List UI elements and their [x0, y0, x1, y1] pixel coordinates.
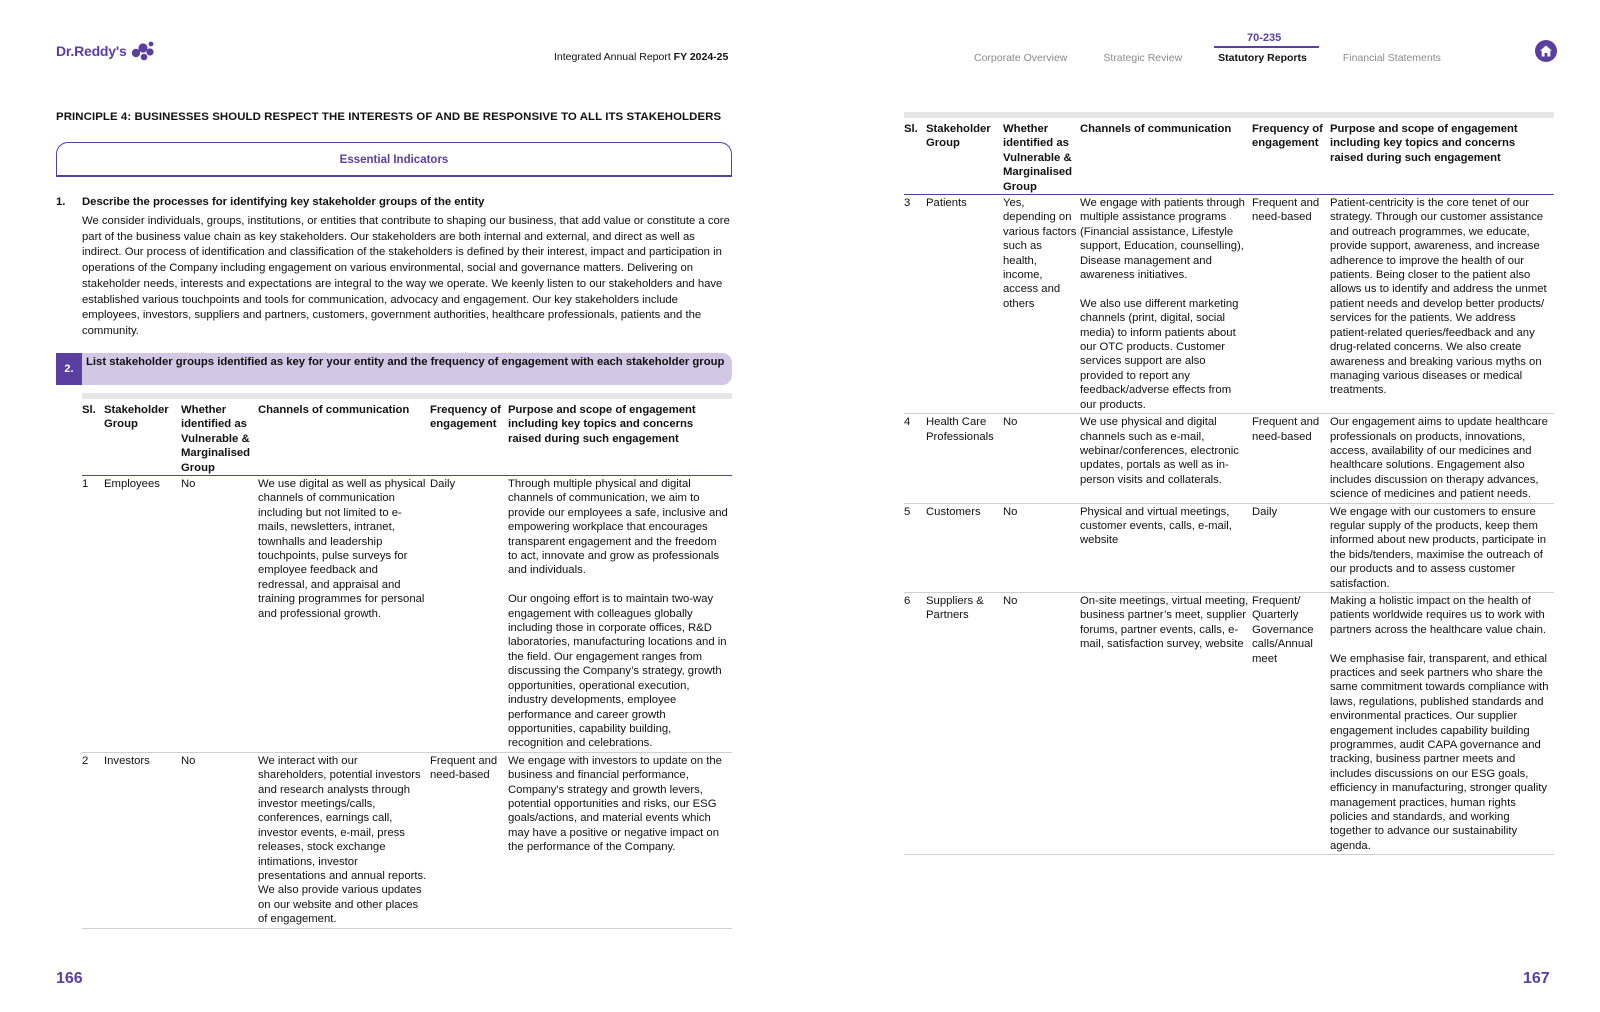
cell-text: We emphasise fair, transparent, and ethical practices and seek partners who share the same commitment towards compliance with laws, regulations, published standards and environmental practices. Our supplier engagement includes capability building programmes, audit CAPA governance and tracking, business partner meets and includes discussions on our ESG goals, efficiency in manufacturing, stronger quality management practices, human rights policies and standards, and working together to advance our sustainability agenda.: [1330, 652, 1549, 852]
col-header-purpose: Purpose and scope of engagement including key topics and concerns raised during such engagement: [508, 399, 732, 476]
stakeholder-table-part-2: [904, 112, 1554, 855]
col-header-group: Stakeholder Group: [926, 118, 1003, 195]
cell-vulnerable: No: [181, 476, 258, 753]
logo-mark-icon: [130, 40, 156, 62]
col-header-vulnerable: Whether identified as Vulnerable & Marginalised Group: [1003, 118, 1080, 195]
cell-text: We also use different marketing channels (print, digital, social media) to inform patients about our OTC products. Customer services support are also provided to report any feedback/adverse effects from our products.: [1080, 297, 1239, 411]
cell-group: Health Care Professionals: [926, 414, 1003, 503]
cell-channels: [1080, 195, 1252, 414]
cell-frequency: Frequent/ Quarterly Governance calls/Annual meet: [1252, 592, 1330, 854]
report-title: [554, 51, 728, 63]
cell-vulnerable: No: [1003, 592, 1080, 854]
cell-sl: 3: [904, 195, 926, 414]
cell-channels: [1080, 503, 1252, 592]
report-title-prefix: Integrated Annual Report: [554, 51, 674, 63]
nav-corporate-overview[interactable]: Corporate Overview: [974, 52, 1068, 64]
cell-purpose: [508, 752, 732, 928]
cell-channels: [258, 752, 430, 928]
cell-group: Suppliers & Partners: [926, 592, 1003, 854]
nav-page-range: 70-235: [1247, 32, 1282, 44]
logo-text: Dr.Reddy's: [56, 43, 127, 59]
col-header-frequency: Frequency of engagement: [1252, 118, 1330, 195]
cell-text: We use physical and digital channels such as e-mail, webinar/conferences, electronic updates, portals as well as in-person visits and collaterals.: [1080, 416, 1239, 486]
home-icon[interactable]: [1535, 40, 1557, 62]
cell-text: On-site meetings, virtual meeting, business partner’s meet, supplier forums, partner events, calls, e-mail, satisfaction survey, website: [1080, 594, 1249, 651]
cell-frequency: Frequent and need-based: [1252, 195, 1330, 414]
cell-frequency: Frequent and need-based: [1252, 414, 1330, 503]
cell-sl: 5: [904, 503, 926, 592]
company-logo[interactable]: [56, 40, 156, 62]
cell-sl: 6: [904, 592, 926, 854]
cell-group: Patients: [926, 195, 1003, 414]
col-header-frequency: Frequency of engagement: [430, 399, 508, 476]
table-row: [82, 476, 732, 753]
question-2-title: List stakeholder groups identified as key for your entity and the frequency of engagement with each stakeholder group: [86, 356, 725, 368]
essential-indicators-rule: [56, 175, 732, 177]
table-row: [904, 503, 1554, 592]
cell-text: Making a holistic impact on the health of patients worldwide requires us to work with partners across the healthcare value chain.: [1330, 594, 1547, 636]
cell-group: Customers: [926, 503, 1003, 592]
cell-text: Our engagement aims to update healthcare professionals on products, innovations, access, availability of our medicines and healthcare solutions. Engagement also includes discussion on therapy advances, science of medicines and patient needs.: [1330, 416, 1548, 501]
cell-purpose: [1330, 592, 1554, 854]
cell-frequency: Daily: [1252, 503, 1330, 592]
cell-channels: [1080, 592, 1252, 854]
cell-sl: 2: [82, 752, 104, 928]
stakeholder-table-part-1: [82, 393, 732, 929]
question-2-number: 2.: [56, 353, 82, 385]
cell-group: Investors: [104, 752, 181, 928]
essential-indicators-heading: Essential Indicators: [56, 142, 732, 176]
table-header-row: [82, 399, 732, 476]
cell-purpose: [1330, 414, 1554, 503]
table-row: [904, 592, 1554, 854]
table-row: [904, 195, 1554, 414]
cell-channels: [1080, 414, 1252, 503]
col-header-group: Stakeholder Group: [104, 399, 181, 476]
cell-text: Through multiple physical and digital channels of communication, we aim to provide our employees a safe, inclusive and empowering workplace that encourages transparent engagement and the freedom to act, innovate and grow as professionals and individuals.: [508, 478, 728, 577]
cell-vulnerable: No: [1003, 414, 1080, 503]
cell-purpose: [1330, 503, 1554, 592]
nav-strategic-review[interactable]: Strategic Review: [1103, 52, 1183, 64]
col-header-vulnerable: Whether identified as Vulnerable & Marginalised Group: [181, 399, 258, 476]
col-header-sl: Sl.: [82, 399, 104, 476]
cell-vulnerable: No: [181, 752, 258, 928]
col-header-channels: Channels of communication: [258, 399, 430, 476]
section-nav: [974, 52, 1477, 64]
cell-text: Our ongoing effort is to maintain two-way engagement with colleagues globally including those in corporate offices, R&D laboratories, manufacturing locations and in the field. Our engagement ranges from discussing the Company’s strategy, growth opportunities, operational execution, industry developments, employee performance and career growth opportunities, capability building, recognition and celebrations.: [508, 593, 727, 750]
table-row: [82, 752, 732, 928]
cell-text: Physical and virtual meetings, customer events, calls, e-mail, website: [1080, 505, 1232, 547]
cell-sl: 1: [82, 476, 104, 753]
table-header-row: [904, 118, 1554, 195]
cell-frequency: Frequent and need-based: [430, 752, 508, 928]
report-title-year: FY 2024-25: [673, 51, 729, 63]
nav-financial-statements[interactable]: Financial Statements: [1342, 52, 1441, 64]
cell-text: We interact with our shareholders, potential investors and research analysts through investor meetings/calls, conferences, earnings call, investor events, e-mail, press releases, stock exchange intimations, investor presentations and annual reports. We also provide various updates on our website and other places of engagement.: [258, 754, 427, 926]
table-row: [904, 414, 1554, 503]
cell-text: We use digital as well as physical channels of communication including but not limited to e-mails, newsletters, intranet, townhalls and leadership touchpoints, pulse surveys for employee feedback and redressal, and appraisal and training programmes for personal and professional growth.: [258, 478, 426, 620]
col-header-channels: Channels of communication: [1080, 118, 1252, 195]
cell-vulnerable: Yes, depending on various factors such as health, income, access and others: [1003, 195, 1080, 414]
cell-text: We engage with investors to update on the business and financial performance, Company's strategy and growth levers, potential opportunities and risks, our ESG goals/actions, and material events which may have a positive or negative impact on the performance of the Company.: [508, 754, 722, 854]
cell-channels: [258, 476, 430, 753]
question-1-body: We consider individuals, groups, institutions, or entities that contribute to shaping our business, that add value or constitute a core part of the business value chain as key stakeholders. Our stakeholders are both internal and external, and direct as well as indirect. Our process of identification and classification of the stakeholders is defined by their interest, impact and participation in operations of the Company including engagement on various environmental, social and governance matters. Delivering on stakeholder needs, interests and expectations are integral to the way we operate. We keenly listen to our stakeholders and have established various touchpoints and tools for communication, advocacy and engagement. Our key stakeholders include employees, investors, suppliers and partners, customers, government authorities, healthcare professionals, patients and the community.: [82, 215, 730, 337]
question-1-number: 1.: [56, 196, 66, 208]
page-number-left: 166: [56, 970, 83, 987]
cell-purpose: [508, 476, 732, 753]
col-header-purpose: Purpose and scope of engagement including key topics and concerns raised during such engagement: [1330, 118, 1554, 195]
cell-group: Employees: [104, 476, 181, 753]
cell-sl: 4: [904, 414, 926, 503]
col-header-sl: Sl.: [904, 118, 926, 195]
principle-title: PRINCIPLE 4: BUSINESSES SHOULD RESPECT THE INTERESTS OF AND BE RESPONSIVE TO ALL ITS STAKEHOLDERS: [56, 111, 722, 123]
cell-vulnerable: No: [1003, 503, 1080, 592]
cell-text: Patient-centricity is the core tenet of our strategy. Through our customer assistance and outreach programmes, we educate, provide support, awareness, and increase adherence to improve the health of our patients. Being closer to the patient also allows us to identify and address the unmet patient needs and develop better products/ services for the patients. We address patient-related queries/feedback and any drug-related concerns. We also create awareness and breaking various myths on managing various diseases or medical treatments.: [1330, 197, 1547, 397]
question-1-title: Describe the processes for identifying key stakeholder groups of the entity: [82, 196, 485, 208]
cell-frequency: Daily: [430, 476, 508, 753]
cell-purpose: [1330, 195, 1554, 414]
nav-active-underline: [1214, 46, 1319, 48]
cell-text: We engage with patients through multiple assistance programs (Financial assistance, Lifestyle support, Education, counselling), Disease management and awareness initiatives.: [1080, 197, 1245, 282]
page-number-right: 167: [1523, 970, 1550, 987]
nav-statutory-reports[interactable]: Statutory Reports: [1218, 52, 1307, 64]
cell-text: We engage with our customers to ensure regular supply of the products, keep them informed about new products, participate in the bids/tenders, maximise the outreach of our products and to assess customer satisfaction.: [1330, 505, 1547, 590]
